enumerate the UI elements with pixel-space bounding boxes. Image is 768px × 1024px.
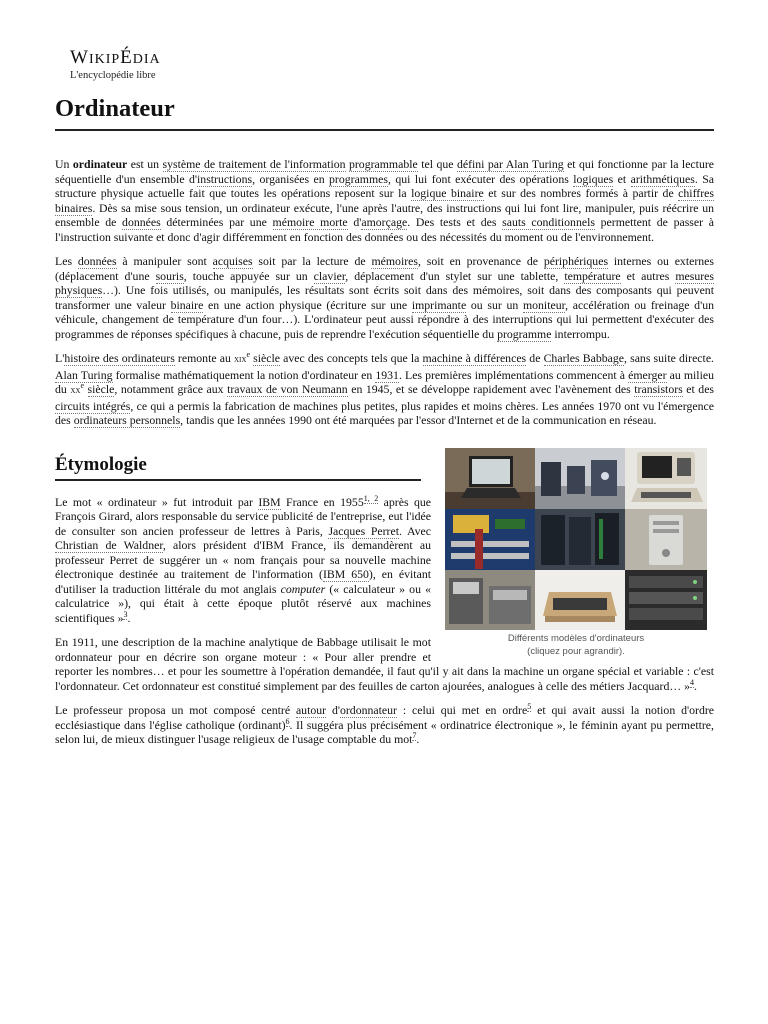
citation-ref[interactable]: 4	[690, 677, 695, 687]
text-run: . Il suggéra plus précisément « ordinatrice électronique », le féminin ayant pu permettre, selon lui, de mieux distinguer l'usage religieux de l'usage comptable du mot	[55, 717, 714, 746]
server-racks-photo	[535, 509, 625, 570]
figure-caption: Différents modèles d'ordinateurs (cliquez pour agrandir).	[507, 632, 645, 657]
text-run: En 1911, une description de la machine analytique de Babbage utilisait le mot ordonnateur pour en décrire son organe moteur : « Pour aller prendre et reporter les nombres… et pour les soumettre à l'opération demandée, il faut qu'il y ait dans la machine un organe spécial et variable : c'est l'ordonnateur. Cet ordonnateur est constitué simplement par des feuilles de carton ajourées, analogues à celle des métiers Jacquard… »	[55, 635, 714, 693]
wiki-link[interactable]: autour	[295, 703, 327, 717]
text-run: .	[127, 610, 131, 625]
wiki-link[interactable]: instructions	[197, 171, 253, 186]
wiki-link[interactable]: mémoires	[371, 254, 418, 268]
wiki-link[interactable]: binaire	[170, 297, 204, 312]
text-run: . Les premières implémentations commencent à	[398, 367, 629, 382]
text-run: et sur des nombres formés à partir de	[483, 186, 679, 200]
wiki-link[interactable]: transistors	[634, 382, 683, 396]
wiki-link[interactable]: Alan Turing	[55, 367, 113, 382]
text-run: , ce qui a permis la fabrication de machines plus petites, plus rapides et moins chères. Les années 1970 ont vu l'émergence des	[55, 398, 715, 427]
bold-term: ordinateur	[72, 157, 128, 171]
section-heading-etymologie: Étymologie	[55, 454, 421, 481]
text-run: L'	[55, 351, 65, 365]
wiki-link[interactable]: siècle	[87, 382, 115, 396]
wiki-link[interactable]: circuits intégrés	[55, 398, 131, 413]
wiki-link[interactable]: histoire des ordinateurs	[64, 351, 175, 365]
vintage-mainframe-photo	[445, 570, 535, 630]
text-run: remonte au	[174, 351, 234, 365]
text-run: .	[416, 732, 420, 746]
wiki-link[interactable]: souris	[155, 268, 184, 283]
text-run: France en 1955	[280, 494, 364, 509]
wiki-link[interactable]: défini par Alan Turing	[456, 157, 564, 171]
wiki-link[interactable]: programme	[497, 326, 552, 341]
text-run: , alors président d'IBM France, ils demandèrent au professeur Perret de suggérer un « nom français pour sa nouvelle machine électronique destinée au traitement de l'information (	[55, 538, 432, 581]
logo-tagline: L'encyclopédie libre	[70, 70, 156, 81]
wiki-link[interactable]: acquises	[212, 254, 253, 268]
italic-term: computer	[280, 581, 326, 596]
datacenter-photo	[535, 448, 625, 509]
text-run: est un	[127, 157, 163, 171]
text-run: en une action physique (écriture sur une	[203, 297, 412, 312]
superscript: e	[246, 350, 251, 359]
text-run: déterminées par une	[160, 215, 273, 229]
rack-server-photo	[625, 570, 707, 630]
citation-ref[interactable]: 5	[527, 702, 532, 711]
wiki-link[interactable]: température	[564, 268, 621, 283]
wiki-link[interactable]: amorçage	[361, 215, 408, 229]
article-content	[55, 92, 714, 757]
intro-paragraph-1	[55, 157, 714, 244]
century-numeral: xix	[234, 354, 247, 365]
citation-ref[interactable]: 1, 2	[363, 493, 379, 503]
text-run: , accélération ou freinage d'un véhicule, changement de température d'un four…). L'ordinateur peut aussi répondre à des interruptions qui lui permettent d'exécuter des programmes de réponses spécifiques à chacune, puis de reprendre l'exécution séquentielle du	[55, 297, 714, 341]
wiki-link[interactable]: logique binaire	[411, 186, 484, 200]
wiki-link[interactable]: données	[122, 215, 161, 229]
text-run: Les	[55, 254, 78, 268]
text-run: internes ou externes (déplacement d'une	[55, 254, 715, 283]
wiki-link[interactable]: ordonnateur	[339, 703, 397, 717]
text-run: avec des concepts tels que la	[280, 351, 423, 365]
text-run: interrompu.	[551, 326, 610, 341]
text-run: tel que	[417, 157, 457, 171]
wiki-link[interactable]: ordinateurs personnels	[73, 413, 181, 427]
text-run: , sans suite directe.	[624, 351, 715, 365]
text-run: en 1945, et se développe rapidement avec l'avènement des	[347, 382, 635, 396]
text-run: . Des tests et des	[407, 215, 503, 229]
citation-ref[interactable]: 6	[285, 716, 290, 726]
text-run: au milieu du	[55, 367, 714, 396]
text-run: soit par la lecture de	[252, 254, 372, 268]
superscript: e	[80, 381, 85, 390]
text-run: . Dès sa mise sous tension, un ordinateur exécute, l'une après l'autre, des instructions qui lui font lire, manipuler, puis réécrire un ensemble de	[55, 200, 714, 229]
text-run: (« calculateur » ou « calculatrice »), qui était à cette époque plutôt réservé aux machines scientifiques »	[55, 581, 431, 625]
text-run: et autres	[620, 268, 676, 283]
citation-ref[interactable]: 3	[123, 609, 128, 619]
terminal-photo	[625, 448, 707, 509]
text-run: . Sa structure physique actuelle fait que toutes les opérations reposent sur la	[55, 171, 714, 200]
text-run: après que François Girard, alors responsable du service publicité de l'entreprise, eut l'idée de consulter son ancien professeur de lettres à Paris,	[55, 494, 432, 538]
text-run: à manipuler sont	[116, 254, 213, 268]
intro-paragraph-3	[55, 351, 714, 428]
text-run: . Avec	[399, 523, 431, 538]
home-computer-photo	[535, 570, 625, 630]
text-run: , qui lui font exécuter des opérations	[387, 171, 574, 186]
text-run: d'	[347, 215, 362, 229]
text-run: ou sur un	[466, 297, 523, 312]
wiki-link[interactable]: IBM 650	[322, 567, 369, 581]
wiki-link[interactable]: 1931	[375, 367, 399, 382]
text-run: Un	[55, 157, 73, 171]
wiki-link[interactable]: chiffres binaires	[55, 186, 714, 215]
wiki-link[interactable]: IBM	[258, 494, 281, 509]
wiki-link[interactable]: Jacques Perret	[328, 523, 399, 538]
wiki-link[interactable]: émerger	[628, 367, 667, 382]
text-run: d'	[326, 703, 340, 717]
wiki-link[interactable]: Charles Babbage	[543, 351, 625, 365]
wiki-link[interactable]: données	[77, 254, 117, 268]
text-run: formalise mathématiquement la notion d'ordinateur en	[112, 367, 376, 382]
text-run: , notamment grâce aux	[114, 382, 228, 396]
text-run: , déplacement d'un stylet sur une tablette,	[345, 268, 565, 283]
text-run: .	[694, 678, 697, 693]
desktop-tower-photo	[625, 509, 707, 570]
wikipedia-logo[interactable]	[70, 48, 180, 81]
text-run: et qui avait aussi la notion d'ordre ecclésiastique dans l'église catholique (ordinant)	[55, 703, 715, 732]
text-run: et qui fonctionne par la lecture séquentielle d'un ensemble d'	[55, 157, 715, 186]
computers-figure[interactable]	[445, 448, 707, 658]
text-run: Le professeur proposa un mot composé centré	[55, 703, 296, 717]
text-run: , soit en provenance de	[418, 254, 544, 268]
wiki-link[interactable]: arithmétiques	[630, 171, 695, 186]
text-run: , tandis que les années 1990 ont été marquées par l'essor d'Internet et de la communication en réseau.	[180, 413, 657, 427]
wiki-link[interactable]: mémoire morte	[272, 215, 348, 229]
wiki-link[interactable]: système de traitement de l'information	[162, 157, 346, 171]
page-title: Ordinateur	[55, 92, 714, 131]
wiki-link[interactable]: moniteur	[522, 297, 566, 312]
text-run: , organisées en	[252, 171, 330, 186]
wiki-link[interactable]: travaux de von Neumann	[227, 382, 348, 396]
wiki-link[interactable]: périphériques	[543, 254, 609, 268]
text-run: …). Une fois utilisés, ou manipulés, les résultats sont écrits soit dans des mémoires, soit dans des composants qui peuvent transformer une valeur	[55, 283, 714, 312]
century-numeral: xx	[70, 385, 81, 396]
etymology-paragraph-3	[55, 703, 714, 747]
wiki-link[interactable]: mesures physiques	[55, 268, 714, 297]
wiki-link[interactable]: imprimante	[411, 297, 467, 312]
wiki-link[interactable]: Christian de Waldner	[55, 538, 163, 552]
wiki-link[interactable]: clavier	[313, 268, 346, 283]
wiki-link[interactable]: machine à différences	[422, 351, 527, 365]
wiki-link[interactable]: programmes	[329, 171, 388, 186]
text-run: ), en évitant d'utiliser la traduction littérale du mot anglais	[55, 567, 431, 596]
text-run: , touche appuyée sur un	[183, 268, 314, 283]
text-run: et des	[682, 382, 715, 396]
wiki-link[interactable]: sauts conditionnels	[502, 215, 595, 229]
citation-ref[interactable]: 7	[412, 731, 417, 740]
computers-image-mosaic[interactable]	[445, 448, 707, 630]
text-run: de	[526, 351, 544, 365]
logo-wordmark: WIKIPÉDIA	[70, 47, 161, 68]
intro-paragraph-2	[55, 254, 714, 341]
wiki-link[interactable]: siècle	[253, 351, 281, 365]
laptop-photo	[445, 448, 535, 509]
wiki-link[interactable]: logiques	[573, 171, 614, 186]
text-run: et	[613, 171, 631, 186]
text-run: Le mot « ordinateur » fut introduit par	[55, 494, 259, 509]
wiki-link[interactable]: programmable	[348, 157, 418, 171]
circuit-board-photo	[445, 509, 535, 570]
text-run: permettent de passer à l'instruction suivante et donc d'agir différemment en fonction des données ou des nécessités du moment ou de l'environnement.	[55, 215, 714, 244]
text-run: : celui qui met en ordre	[396, 703, 528, 717]
